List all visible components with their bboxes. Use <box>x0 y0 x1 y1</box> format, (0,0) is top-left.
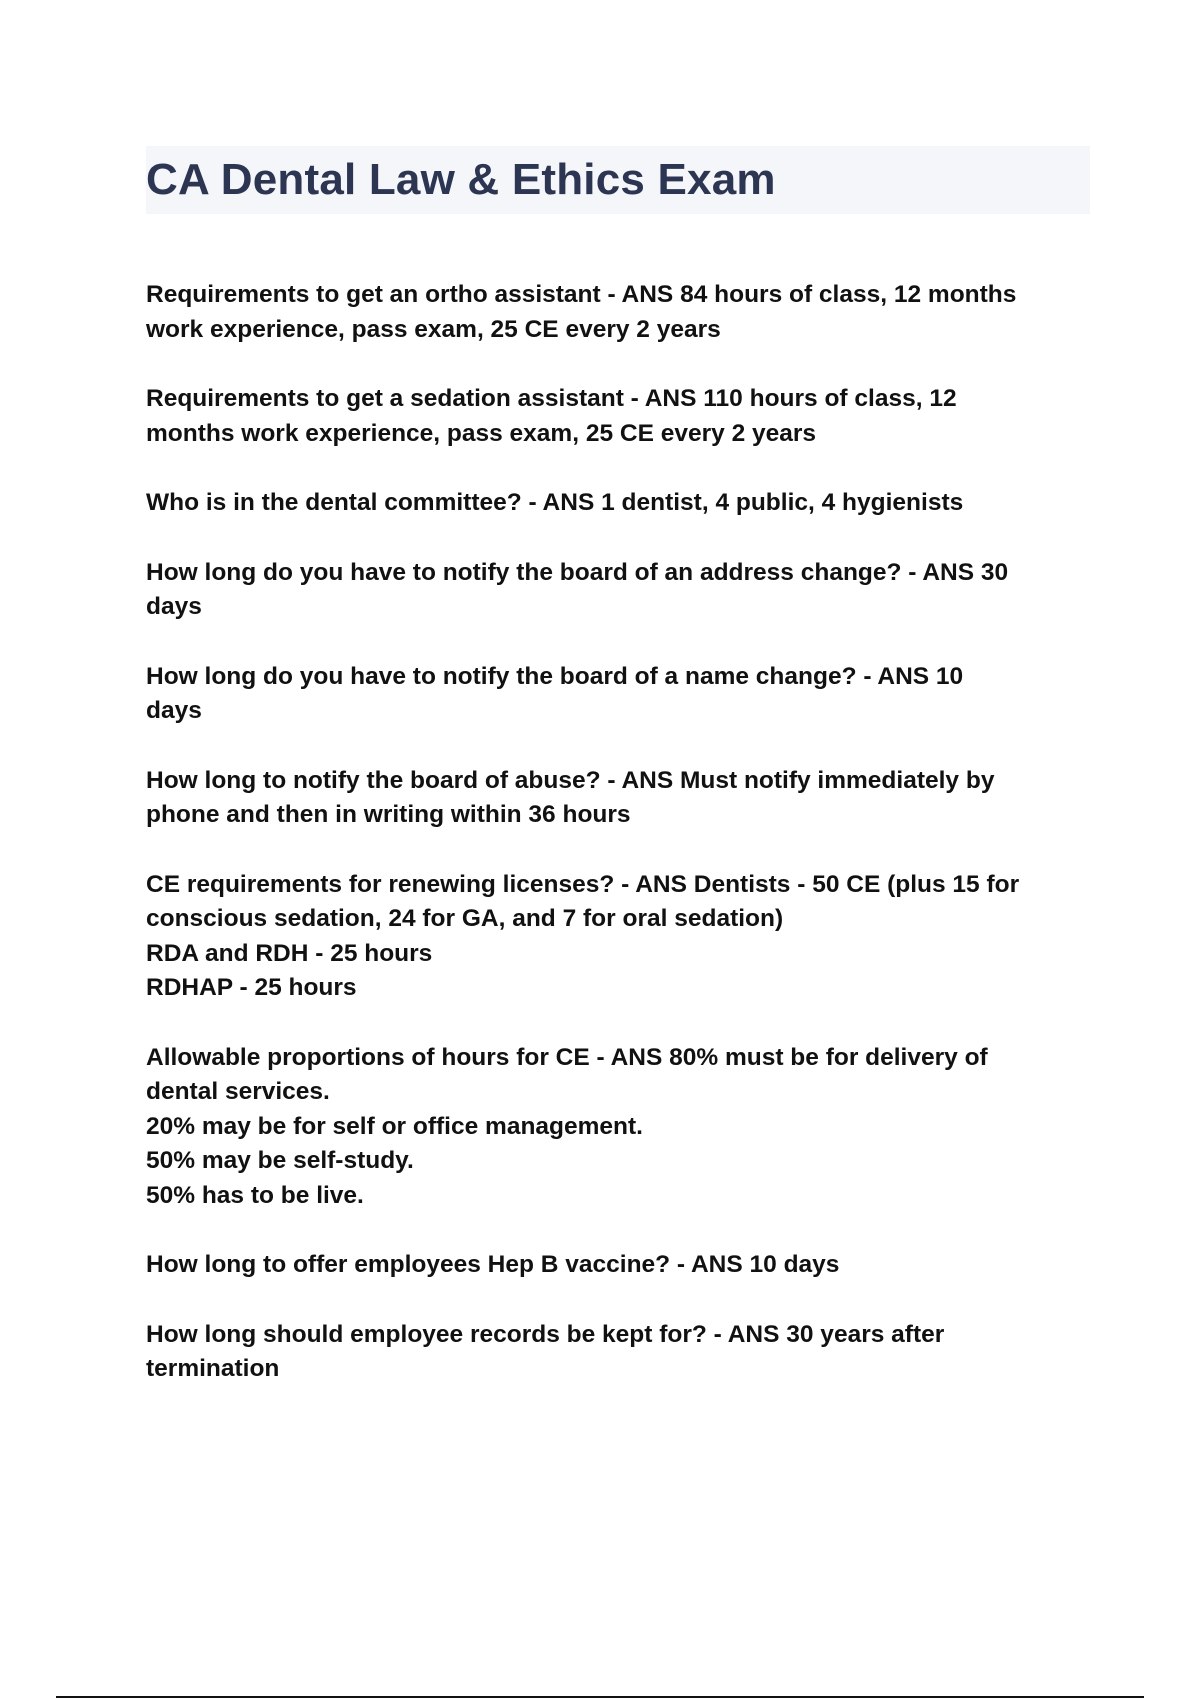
qa-line: RDA and RDH - 25 hours <box>146 939 433 967</box>
qa-item <box>146 660 1096 729</box>
qa-item <box>146 486 1096 521</box>
qa-line: termination <box>146 1355 280 1382</box>
qa-line: CE requirements for renewing licenses? - ANS Dentists - 50 CE (plus 15 for <box>146 870 1020 898</box>
qa-line: days <box>146 593 202 620</box>
qa-line: How long to offer employees Hep B vaccine? - ANS 10 days <box>146 1251 840 1278</box>
qa-line: Who is in the dental committee? - ANS 1 dentist, 4 public, 4 hygienists <box>146 489 964 516</box>
qa-line: 20% may be for self or office management. <box>146 1112 643 1140</box>
qa-line: months work experience, pass exam, 25 CE every 2 years <box>146 419 817 447</box>
qa-list <box>146 278 1096 1422</box>
qa-line: 50% has to be live. <box>146 1181 364 1209</box>
qa-item <box>146 764 1096 833</box>
qa-line: How long should employee records be kept for? - ANS 30 years after <box>146 1320 945 1348</box>
footer-divider <box>56 1696 1144 1698</box>
qa-line: RDHAP - 25 hours <box>146 974 357 1001</box>
qa-item <box>146 556 1096 625</box>
qa-item <box>146 278 1096 347</box>
qa-line: Requirements to get an ortho assistant - ANS 84 hours of class, 12 months <box>146 281 1017 308</box>
qa-line: days <box>146 697 202 724</box>
qa-line: 50% may be self-study. <box>146 1147 414 1174</box>
qa-item <box>146 1318 1096 1387</box>
qa-line: phone and then in writing within 36 hours <box>146 801 631 828</box>
qa-line: Requirements to get a sedation assistant - ANS 110 hours of class, 12 <box>146 385 957 412</box>
qa-line: dental services. <box>146 1078 330 1105</box>
qa-item <box>146 1248 1096 1283</box>
qa-line: How long do you have to notify the board of a name change? - ANS 10 <box>146 662 964 690</box>
qa-line: How long to notify the board of abuse? - ANS Must notify immediately by <box>146 766 995 794</box>
qa-line: How long do you have to notify the board of an address change? - ANS 30 <box>146 558 1009 586</box>
title-banner <box>146 146 1090 214</box>
qa-line: work experience, pass exam, 25 CE every 2 years <box>146 315 721 343</box>
qa-line: Allowable proportions of hours for CE - ANS 80% must be for delivery of <box>146 1043 988 1071</box>
qa-item <box>146 1041 1096 1214</box>
document-title: CA Dental Law & Ethics Exam <box>146 155 776 204</box>
qa-item <box>146 382 1096 451</box>
qa-item <box>146 868 1096 1006</box>
qa-line: conscious sedation, 24 for GA, and 7 for oral sedation) <box>146 905 784 932</box>
